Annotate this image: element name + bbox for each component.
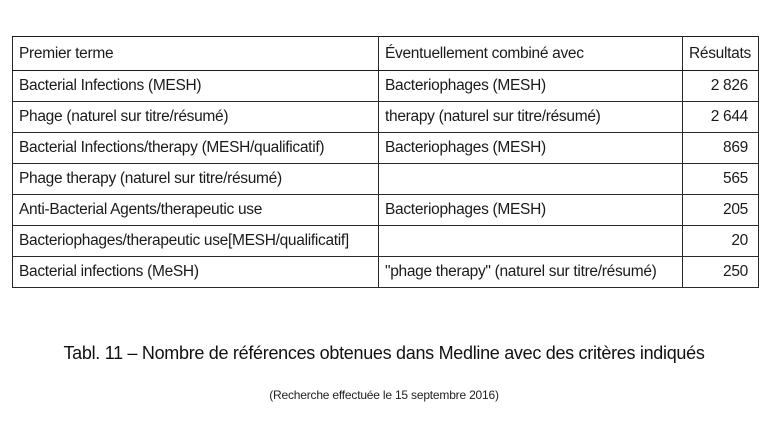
table-row: [13, 257, 759, 288]
cell-premier-terme: Phage (naturel sur titre/résumé): [13, 102, 379, 133]
cell-premier-terme: Anti-Bacterial Agents/therapeutic use: [13, 195, 379, 226]
cell-premier-terme: Bacteriophages/therapeutic use[MESH/qualificatif]: [13, 226, 379, 257]
cell-resultats: 205: [683, 195, 759, 226]
cell-premier-terme: Bacterial Infections (MESH): [13, 71, 379, 102]
search-date-note: (Recherche effectuée le 15 septembre 2016): [269, 388, 499, 402]
table-row: [13, 102, 759, 133]
header-combine-avec: Éventuellement combiné avec: [379, 37, 683, 71]
table-caption: Tabl. 11 – Nombre de références obtenues dans Medline avec des critères indiqués: [63, 343, 705, 363]
cell-combine-avec: Bacteriophages (MESH): [379, 195, 683, 226]
cell-combine-avec: "phage therapy" (naturel sur titre/résumé): [379, 257, 683, 288]
cell-combine-avec: [379, 164, 683, 195]
table-header-row: [13, 37, 759, 71]
cell-resultats: 20: [683, 226, 759, 257]
cell-resultats: 2 826: [683, 71, 759, 102]
cell-premier-terme: Phage therapy (naturel sur titre/résumé): [13, 164, 379, 195]
cell-combine-avec: therapy (naturel sur titre/résumé): [379, 102, 683, 133]
cell-combine-avec: Bacteriophages (MESH): [379, 71, 683, 102]
header-resultats: Résultats: [683, 37, 759, 71]
cell-resultats: 565: [683, 164, 759, 195]
cell-resultats: 2 644: [683, 102, 759, 133]
table-row: [13, 195, 759, 226]
table-row: [13, 133, 759, 164]
results-table: [12, 36, 759, 288]
cell-combine-avec: [379, 226, 683, 257]
cell-combine-avec: Bacteriophages (MESH): [379, 133, 683, 164]
cell-premier-terme: Bacterial infections (MeSH): [13, 257, 379, 288]
cell-premier-terme: Bacterial Infections/therapy (MESH/qualificatif): [13, 133, 379, 164]
header-premier-terme: Premier terme: [13, 37, 379, 71]
cell-resultats: 869: [683, 133, 759, 164]
table-row: [13, 226, 759, 257]
table-row: [13, 71, 759, 102]
table-row: [13, 164, 759, 195]
cell-resultats: 250: [683, 257, 759, 288]
